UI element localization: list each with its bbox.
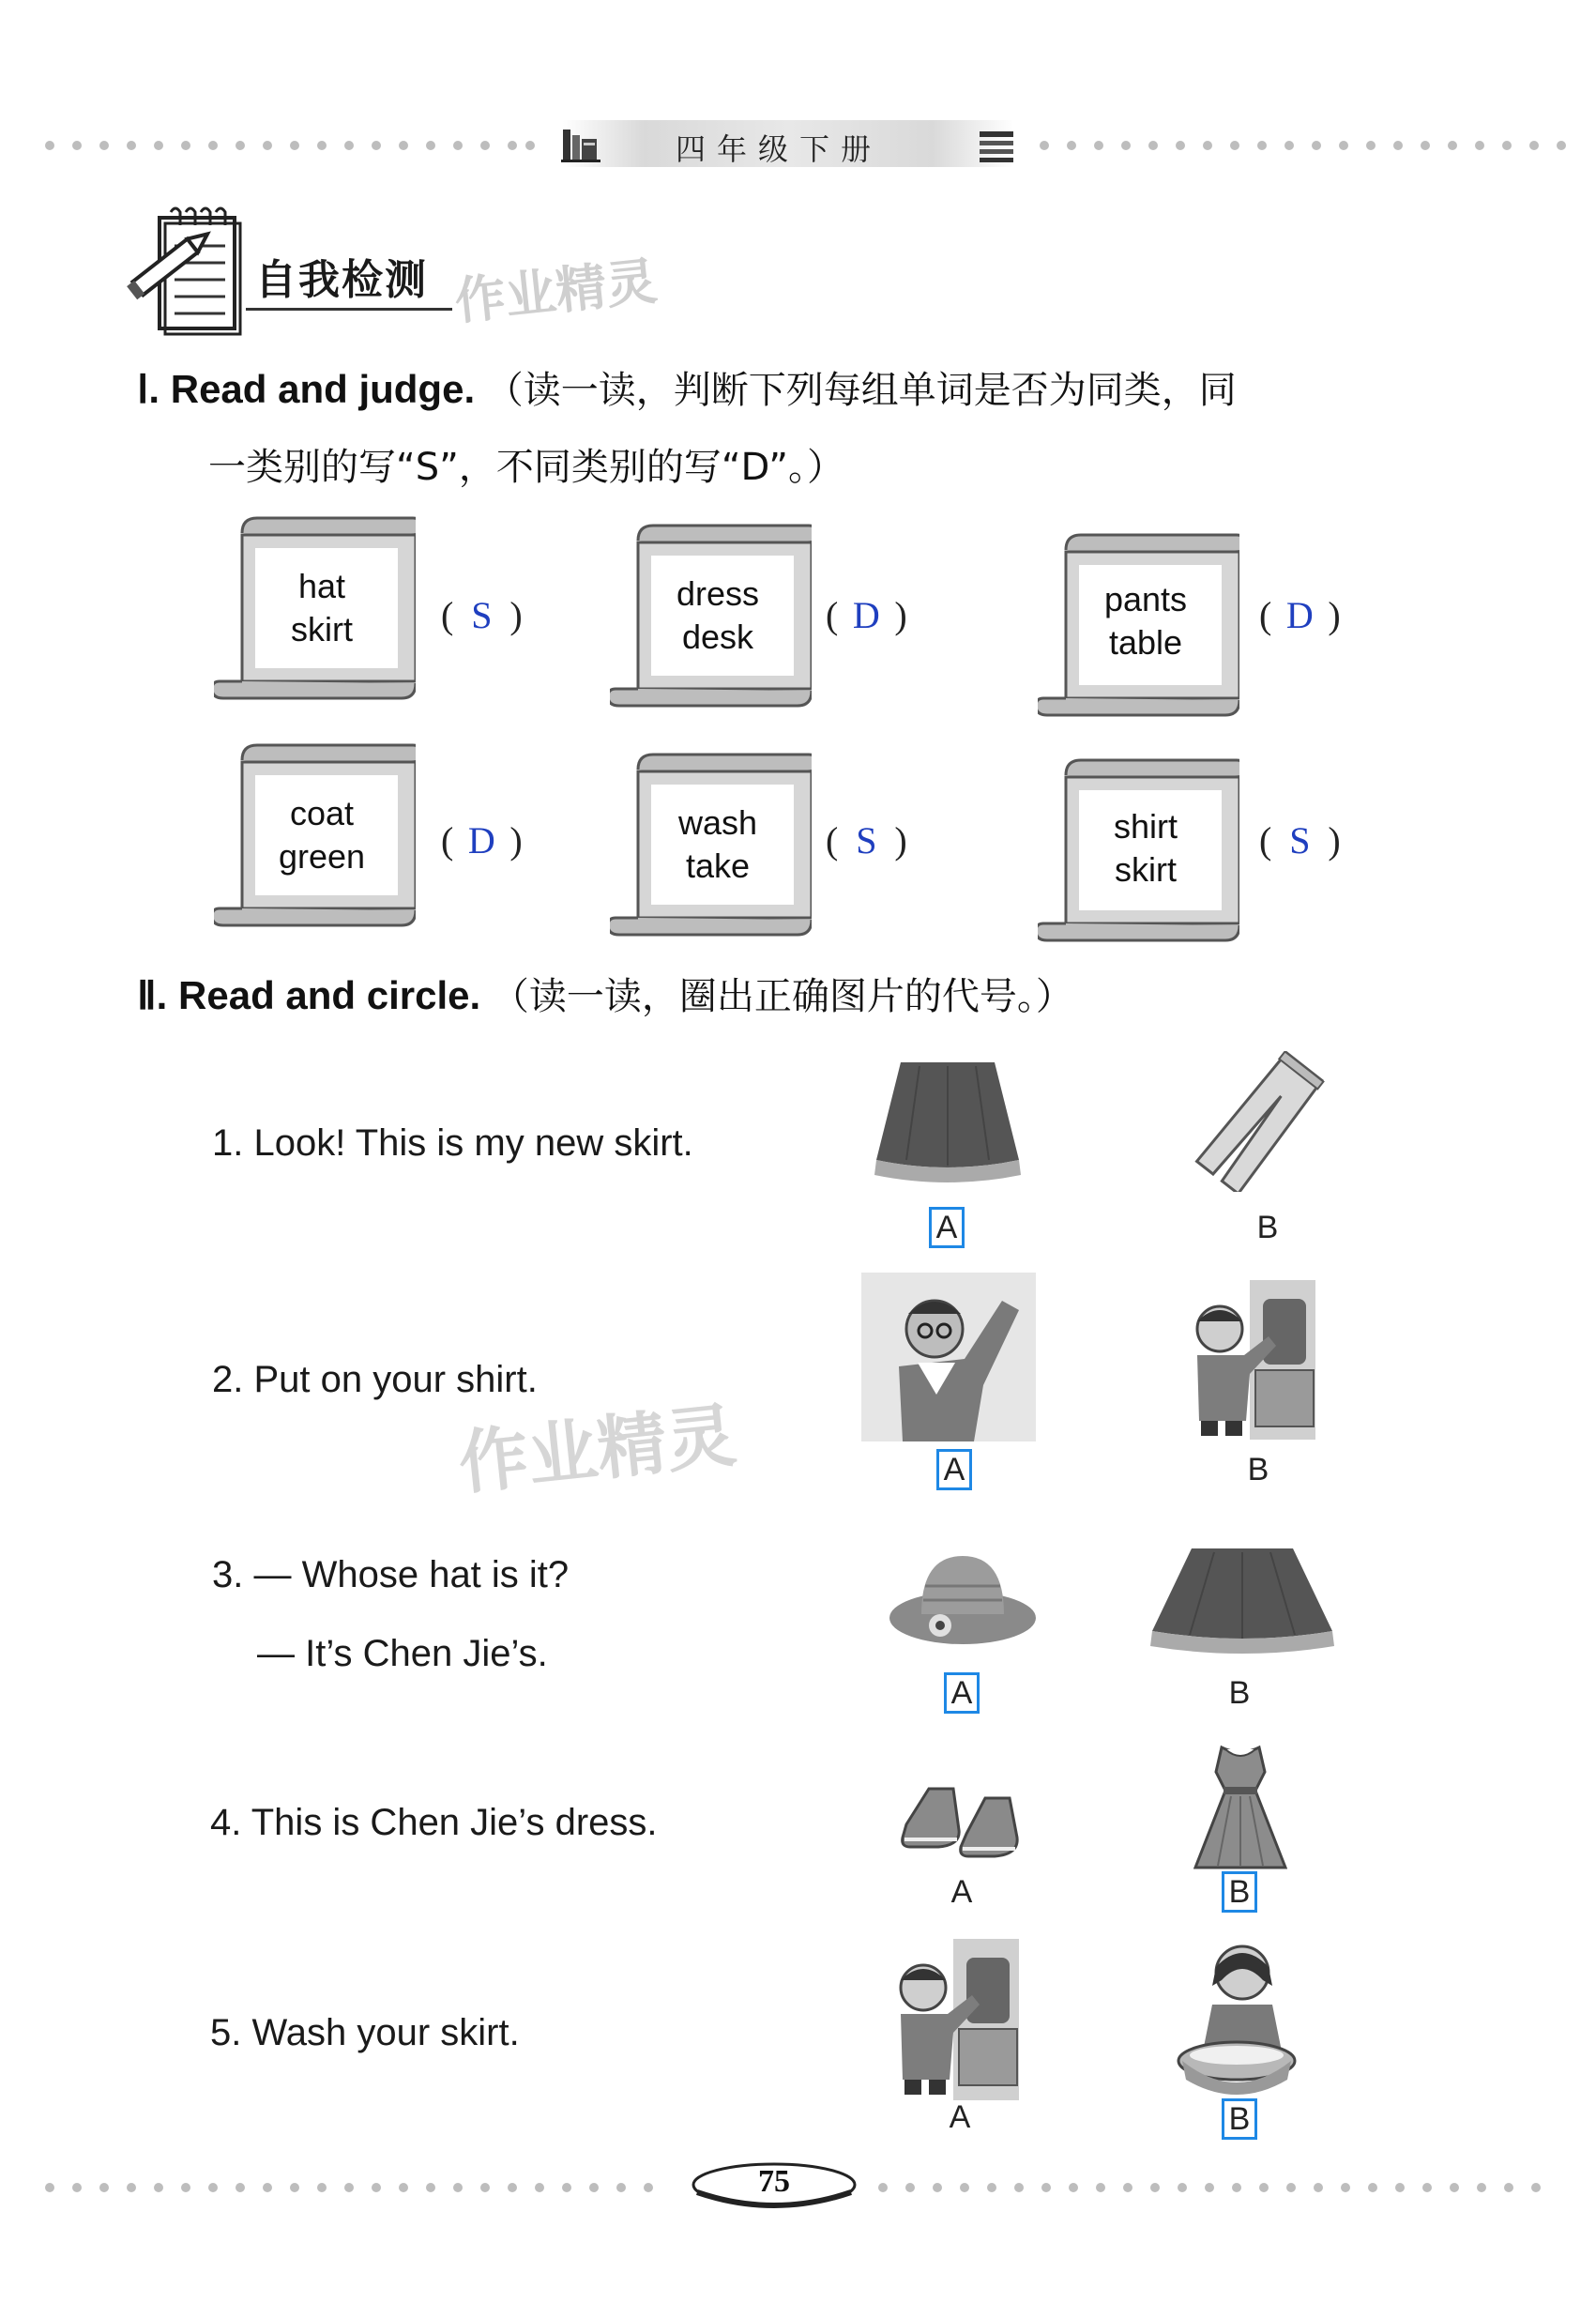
part1-heading xyxy=(137,360,1237,414)
notebook-icon xyxy=(978,130,1015,163)
dress-picture xyxy=(1193,1744,1287,1871)
answer-blank: ( S ) xyxy=(1259,819,1341,862)
part1-heading-en: Read and judge. xyxy=(170,367,476,411)
scroll-word-2: take xyxy=(685,846,751,885)
part2-numeral: Ⅱ. xyxy=(137,973,168,1017)
boy-putting-on-shirt-picture xyxy=(861,1273,1036,1441)
question-1-text: 1. Look! This is my new skirt. xyxy=(212,1122,693,1164)
question-3-answer-text: — It’s Chen Jie’s. xyxy=(257,1633,548,1674)
hat-picture xyxy=(888,1548,1038,1652)
girl-washing-clothes-picture xyxy=(1175,1939,1302,2095)
scroll-word-2: desk xyxy=(681,618,754,656)
header-dots-right xyxy=(1040,141,1565,152)
watermark-middle: 作业精灵 xyxy=(454,1395,740,1505)
page-number: 75 xyxy=(758,2164,790,2199)
word-scroll xyxy=(610,522,812,709)
section-title: 自我检测 xyxy=(255,256,428,304)
part1-numeral: Ⅰ. xyxy=(137,367,160,411)
header-dots-left xyxy=(45,141,533,152)
answer-blank: ( D ) xyxy=(441,819,523,862)
question-4-text: 4. This is Chen Jie’s dress. xyxy=(210,1802,658,1843)
scroll-word-1: dress xyxy=(676,574,760,613)
answer-value: D xyxy=(852,594,880,636)
shoes-picture xyxy=(901,1783,1028,1860)
answer-value: D xyxy=(1285,594,1314,636)
word-scroll xyxy=(214,741,416,929)
answer-blank: ( S ) xyxy=(826,819,907,862)
option-b-label[interactable]: B xyxy=(1228,1675,1251,1711)
part2-heading xyxy=(137,967,1073,1020)
pants-picture xyxy=(1190,1051,1330,1192)
scroll-word-1: shirt xyxy=(1113,807,1178,846)
word-scroll xyxy=(1038,756,1239,944)
scroll-word-2: skirt xyxy=(1115,850,1177,889)
scroll-word-2: green xyxy=(278,837,366,876)
skirt-picture xyxy=(873,1057,1023,1188)
footer-dots-left xyxy=(45,2183,664,2194)
option-a-label[interactable]: A xyxy=(949,2099,971,2135)
scroll-word-1: pants xyxy=(1103,580,1188,618)
watermark-top: 作业精灵 xyxy=(451,251,661,332)
section-title-underline xyxy=(246,308,452,311)
word-scroll xyxy=(610,751,812,938)
option-a-label-circled[interactable]: A xyxy=(944,1672,980,1714)
answer-value: S xyxy=(856,819,877,862)
option-b-label[interactable]: B xyxy=(1256,1210,1279,1245)
option-a-label-circled[interactable]: A xyxy=(929,1207,965,1248)
boy-hanging-bag-picture xyxy=(1184,1280,1325,1440)
scroll-word-1: coat xyxy=(289,794,355,832)
part1-heading-cn-line2: 一类别的写“S”，不同类别的写“D”。） xyxy=(208,446,845,489)
question-3-text: 3. — Whose hat is it? xyxy=(212,1554,570,1595)
option-a-label-circled[interactable]: A xyxy=(936,1449,972,1490)
answer-blank: ( D ) xyxy=(1259,594,1341,636)
word-scroll xyxy=(214,514,416,702)
answer-value: S xyxy=(471,594,493,636)
header-title: 四年级下册 xyxy=(675,131,882,167)
boy-hanging-bag-picture xyxy=(888,1939,1028,2100)
answer-blank: ( S ) xyxy=(441,594,523,636)
option-a-label[interactable]: A xyxy=(950,1874,973,1910)
part2-heading-cn: （读一读，圈出正确图片的代号。） xyxy=(491,975,1073,1018)
part1-heading-cn-line1: （读一读，判断下列每组单词是否为同类，同 xyxy=(485,369,1237,412)
scroll-word-2: skirt xyxy=(291,610,353,648)
question-2-text: 2. Put on your shirt. xyxy=(212,1359,538,1400)
option-b-label-circled[interactable]: B xyxy=(1222,2098,1257,2140)
footer-dots-right xyxy=(878,2183,1563,2194)
option-b-label[interactable]: B xyxy=(1247,1452,1269,1487)
page-number-badge xyxy=(690,2158,859,2211)
skirt-picture xyxy=(1148,1545,1336,1657)
answer-value: S xyxy=(1289,819,1311,862)
part1-heading-line2 xyxy=(208,437,844,491)
word-scroll xyxy=(1038,531,1239,719)
scroll-word-1: hat xyxy=(297,567,346,605)
pencil-notepad-icon xyxy=(122,205,244,336)
question-5-text: 5. Wash your skirt. xyxy=(210,2012,520,2053)
part2-heading-en: Read and circle. xyxy=(178,973,481,1017)
answer-value: D xyxy=(467,819,495,862)
scroll-word-2: table xyxy=(1108,623,1183,662)
answer-blank: ( D ) xyxy=(826,594,907,636)
scroll-word-1: wash xyxy=(677,803,758,842)
books-icon xyxy=(561,124,600,163)
option-b-label-circled[interactable]: B xyxy=(1222,1871,1257,1913)
